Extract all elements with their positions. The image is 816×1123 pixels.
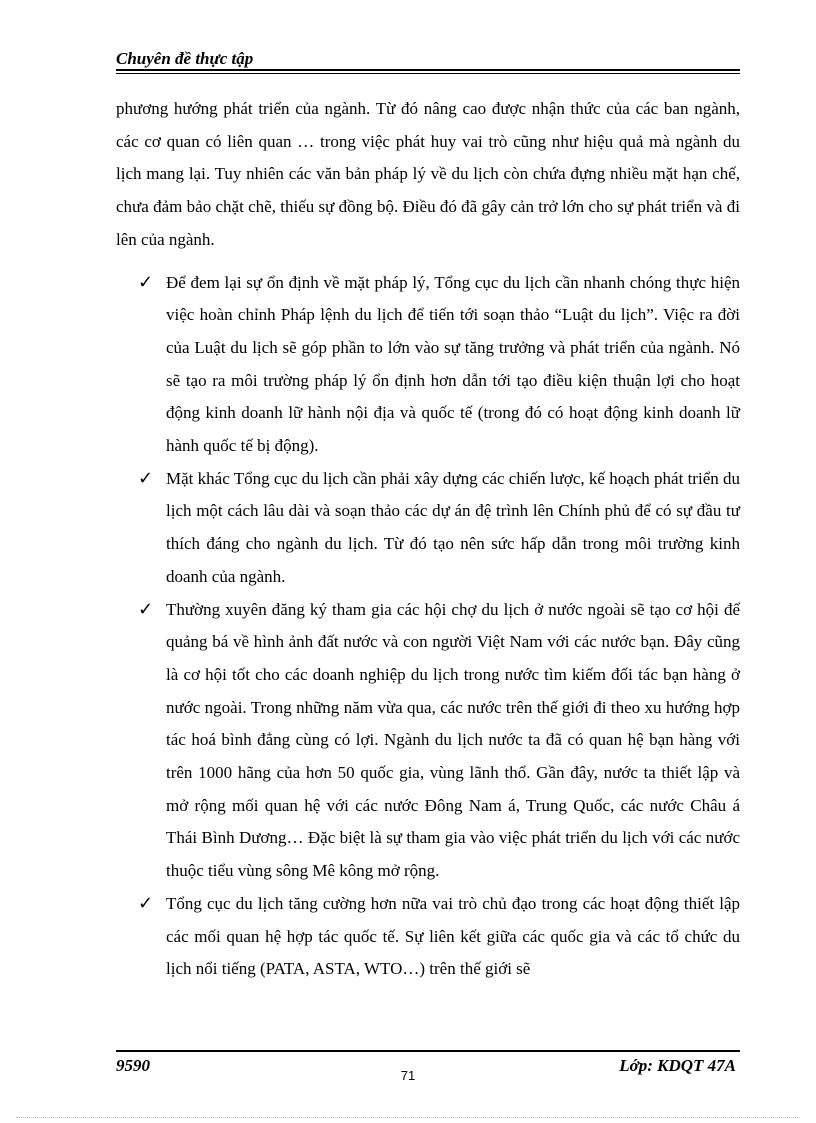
- bullet-item: [116, 267, 740, 463]
- page-bottom-edge: [16, 1117, 800, 1118]
- bullet-list: [116, 267, 740, 986]
- intro-paragraph: phương hướng phát triển của ngành. Từ đó nâng cao được nhận thức của các ban ngành, các cơ quan có liên quan … trong việc phát huy vai trò cũng như hiệu quả mà ngành du lịch mang lại. Tuy nhiên các văn bản pháp lý về du lịch còn chứa đựng nhiều mặt hạn chế, chưa đảm bảo chặt chẽ, thiếu sự đồng bộ. Điều đó đã gây cản trở lớn cho sự phát triển và đi lên của ngành.: [116, 99, 740, 249]
- body-text: [116, 93, 740, 986]
- footer-rule: [116, 1050, 740, 1052]
- checkmark-icon: ✓: [138, 467, 154, 489]
- bullet-text: Tổng cục du lịch tăng cường hơn nữa vai trò chủ đạo trong các hoạt động thiết lập các mối quan hệ hợp tác quốc tế. Sự liên kết giữa các quốc gia và các tổ chức du lịch nổi tiếng (PATA, ASTA, WTO…) trên thế giới sẽ: [166, 893, 740, 979]
- header-rule-thin: [116, 73, 740, 74]
- bullet-item: [116, 594, 740, 888]
- header-title: Chuyên đề thực tập: [116, 49, 254, 68]
- checkmark-icon: ✓: [138, 598, 154, 620]
- bullet-item: [116, 888, 740, 986]
- bullet-text: Để đem lại sự ổn định về mặt pháp lý, Tổng cục du lịch cần nhanh chóng thực hiện việc hoàn chỉnh Pháp lệnh du lịch để tiến tới soạn thảo “Luật du lịch”. Việc ra đời của Luật du lịch sẽ góp phần to lớn vào sự tăng trưởng và phát triển của ngành. Nó sẽ tạo ra môi trường pháp lý ổn định hơn dẫn tới tạo điều kiện thuận lợi cho hoạt động kinh doanh lữ hành nội địa và quốc tế (trong đó có hoạt động kinh doanh lữ hành quốc tế bị động).: [166, 272, 740, 456]
- bullet-text: Mặt khác Tổng cục du lịch cần phải xây dựng các chiến lược, kế hoạch phát triển du lịch một cách lâu dài và soạn thảo các dự án đệ trình lên Chính phủ để có sự đầu tư thích đáng cho ngành du lịch. Từ đó tạo nên sức hấp dẫn trong môi trường kinh doanh của ngành.: [166, 468, 740, 586]
- footer-student-id: 9590: [116, 1056, 150, 1075]
- page-number: 71: [400, 1068, 416, 1083]
- checkmark-icon: ✓: [138, 271, 154, 293]
- bullet-text: Thường xuyên đăng ký tham gia các hội chợ du lịch ở nước ngoài sẽ tạo cơ hội để quảng bá về hình ảnh đất nước và con người Việt Nam với các nước bạn. Đây cũng là cơ hội tốt cho các doanh nghiệp du lịch trong nước tìm kiếm đối tác bạn hàng ở nước ngoài. Trong những năm vừa qua, các nước trên thế giới đi theo xu hướng hợp tác hoá bình đẳng cùng có lợi. Ngành du lịch nước ta đã có quan hệ bạn hàng với trên 1000 hãng của hơn 50 quốc gia, vùng lãnh thổ. Gần đây, nước ta thiết lập và mở rộng mối quan hệ với các nước Đông Nam á, Trung Quốc, các nước Châu á Thái Bình Dương… Đặc biệt là sự tham gia vào việc phát triển du lịch với các nước thuộc tiểu vùng sông Mê kông mở rộng.: [166, 599, 740, 881]
- bullet-item: [116, 463, 740, 594]
- footer-class: Lớp: KDQT 47A: [619, 1056, 736, 1075]
- header-rule: [116, 69, 740, 71]
- checkmark-icon: ✓: [138, 892, 154, 914]
